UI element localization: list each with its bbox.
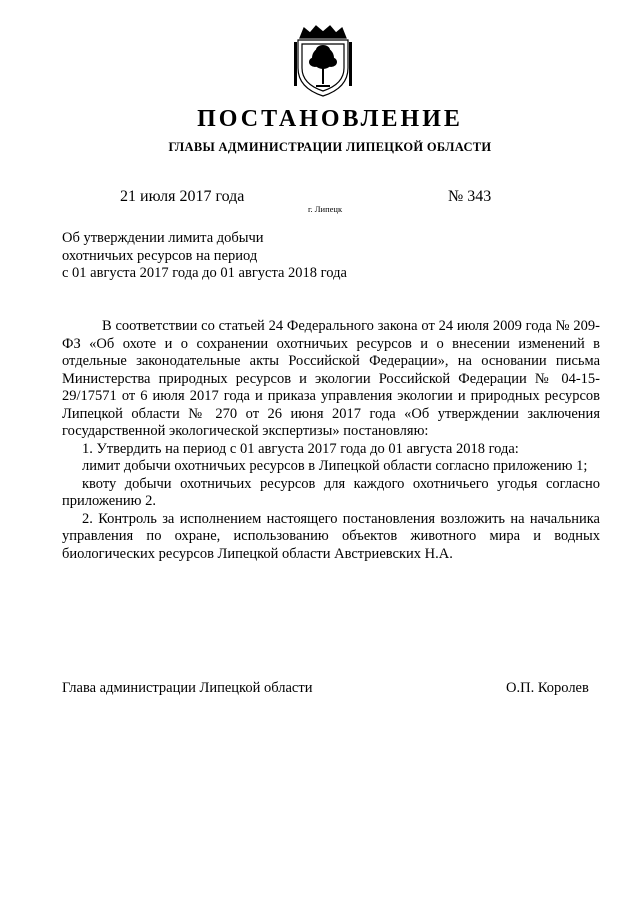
document-body (62, 318, 600, 563)
signatory-position: Глава администрации Липецкой области (62, 680, 313, 696)
document-date: 21 июля 2017 года (120, 188, 245, 205)
document-title: ПОСТАНОВЛЕНИЕ (197, 106, 463, 132)
lipetsk-coat-of-arms-icon (292, 24, 354, 98)
preamble-paragraph: В соответствии со статьей 24 Федерального закона от 24 июля 2009 года № 209-ФЗ «Об охоте и о сохранении охотничьих ресурсов и о внесении изменений в отдельные законодательные акты Российской Федерации», на основании письма Министерства природных ресурсов и экологии Российской Федерации № 04-15-29/17571 от 6 июля 2017 года и приказа управления экологии и природных ресурсов Липецкой области № 270 от 26 июня 2017 года «Об утверждении заключения государственной экологической экспертизы» постановляю: (62, 318, 600, 439)
item-1-paragraph: 1. Утвердить на период с 01 августа 2017 года до 01 августа 2018 года: (82, 440, 519, 457)
item-1b-paragraph: квоту добычи охотничьих ресурсов для каждого охотничьего угодья согласно приложению 2. (62, 475, 600, 509)
document-city: г. Липецк (308, 204, 343, 214)
document-subject (62, 230, 347, 283)
subject-line: Об утверждении лимита добычи (62, 230, 264, 246)
subject-line: с 01 августа 2017 года до 01 августа 2018 года (62, 265, 347, 281)
item-1a-paragraph: лимит добычи охотничьих ресурсов в Липецкой области согласно приложению 1; (82, 458, 588, 474)
signatory-name: О.П. Королев (506, 680, 589, 696)
subject-line: охотничьих ресурсов на период (62, 247, 258, 264)
document-issuer: ГЛАВЫ АДМИНИСТРАЦИИ ЛИПЕЦКОЙ ОБЛАСТИ (168, 140, 492, 154)
item-2-paragraph: 2. Контроль за исполнением настоящего постановления возложить на начальника управления по охране, использованию объектов животного мира и водных биологических ресурсов Липецкой области Австриевских Н.А. (62, 510, 600, 562)
document-number: № 343 (448, 188, 492, 205)
